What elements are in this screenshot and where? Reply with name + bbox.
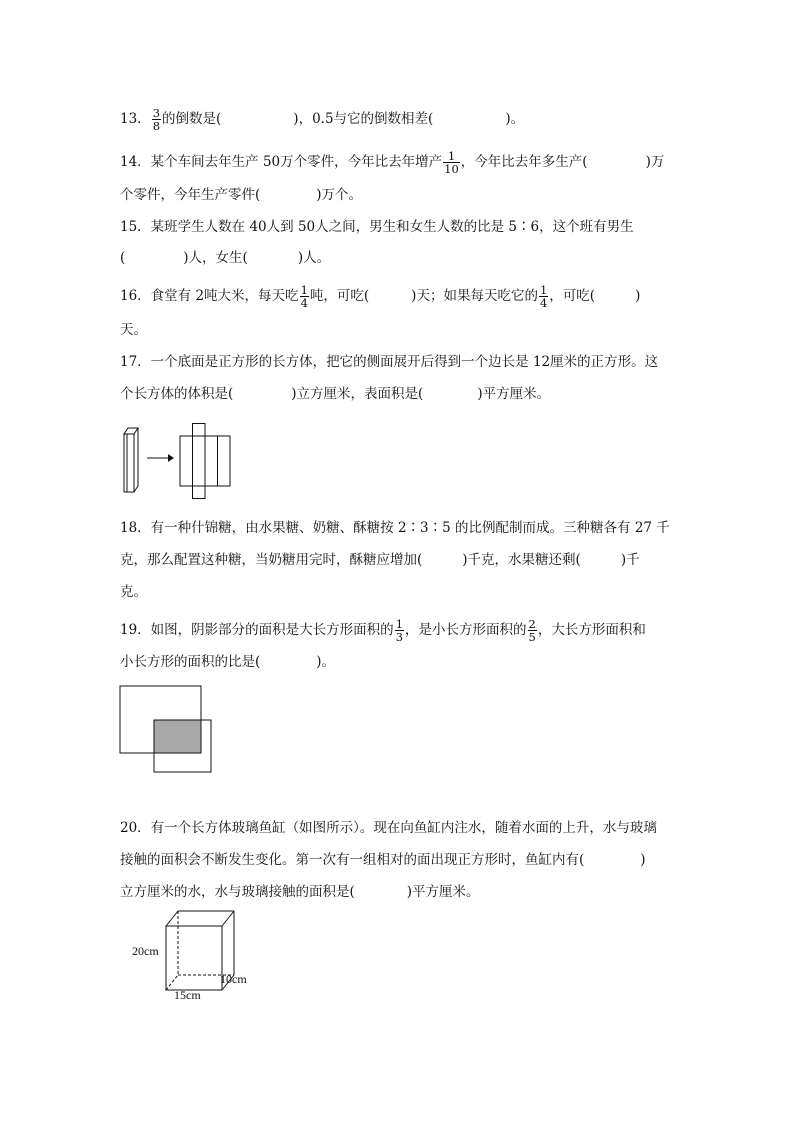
question-19-line-1: 19．如图，阴影部分的面积是大长方形面积的 $\frac{1}{3}$ ，是小长方形面积的 $\frac{2}{5}$ ，大长方形面积和 xyxy=(120,617,646,644)
question-15-line-1: 15．某班学生人数在 40人到 50人之间，男生和女生人数的比是 5∶6，这个班有男生 xyxy=(120,219,634,235)
q13-number: 13． xyxy=(120,111,151,127)
question-20-line-3: 立方厘米的水，水与玻璃接触的面积是( )平方厘米。 xyxy=(120,884,480,900)
question-18-line-2: 克，那么配置这种糖，当奶糖用完时，酥糖应增加( )千克，水果糖还剩( )千 xyxy=(120,552,640,568)
shaded-overlap xyxy=(154,720,201,753)
arrow-icon xyxy=(147,454,174,462)
question-20-line-2: 接触的面积会不断发生变化。第一次有一组相对的面出现正方形时，鱼缸内有( ) xyxy=(120,852,646,868)
question-16-line-1: 16．食堂有 2吨大米，每天吃 $\frac{1}{4}$ 吨，可吃( )天；如果每天吃它的 $\frac{1}{4}$ ，可吃( ) xyxy=(120,283,641,310)
question-15-line-2: ( )人，女生( )人。 xyxy=(120,250,331,266)
fraction: $\frac{1}{3}$ xyxy=(395,617,404,644)
fraction: $\frac{1}{10}$ xyxy=(444,149,459,176)
question-14-line-2: 个零件，今年生产零件( )万个。 xyxy=(120,187,363,203)
fraction: $\frac{1}{4}$ xyxy=(539,283,548,310)
question-16-line-2: 天。 xyxy=(120,322,147,338)
question-18-line-1: 18．有一种什锦糖，由水果糖、奶糖、酥糖按 2∶3∶5 的比例配制而成。三种糖各有 27 千 xyxy=(120,520,670,536)
question-19-line-2: 小长方形的面积的比是( )。 xyxy=(120,654,336,670)
question-20-line-1: 20．有一个长方体玻璃鱼缸（如图所示）。现在向鱼缸内注水，随着水面的上升，水与玻璃 xyxy=(120,820,657,836)
question-17-line-2: 个长方体的体积是( )立方厘米，表面积是( )平方厘米。 xyxy=(120,386,551,402)
height-label: 20cm xyxy=(132,944,159,958)
length-label: 15cm xyxy=(174,988,201,1002)
question-17-line-1: 17．一个底面是正方形的长方体，把它的侧面展开后得到一个边长是 12厘米的正方形。这 xyxy=(120,354,659,370)
unfolded-net-drawing xyxy=(180,424,230,499)
overlap-rectangles-figure xyxy=(119,685,219,777)
width-label: 10cm xyxy=(220,972,247,986)
fraction: $\frac{3}{8}$ xyxy=(152,106,161,133)
question-14-line-1: 14．某个车间去年生产 50万个零件，今年比去年增产 $\frac{1}{10}$ ，今年比去年多生产( )万 xyxy=(120,149,665,176)
fish-tank-figure xyxy=(130,908,260,1003)
fraction: $\frac{1}{4}$ xyxy=(300,283,308,310)
question-18-line-3: 克。 xyxy=(120,584,147,600)
square-prism-drawing xyxy=(124,428,138,492)
fraction: $\frac{2}{5}$ xyxy=(528,617,536,644)
prism-unfold-figure xyxy=(118,422,238,502)
question-13: 13． $\frac{3}{8}$ 的倒数是( )，0.5与它的倒数相差( )。 xyxy=(120,106,525,133)
